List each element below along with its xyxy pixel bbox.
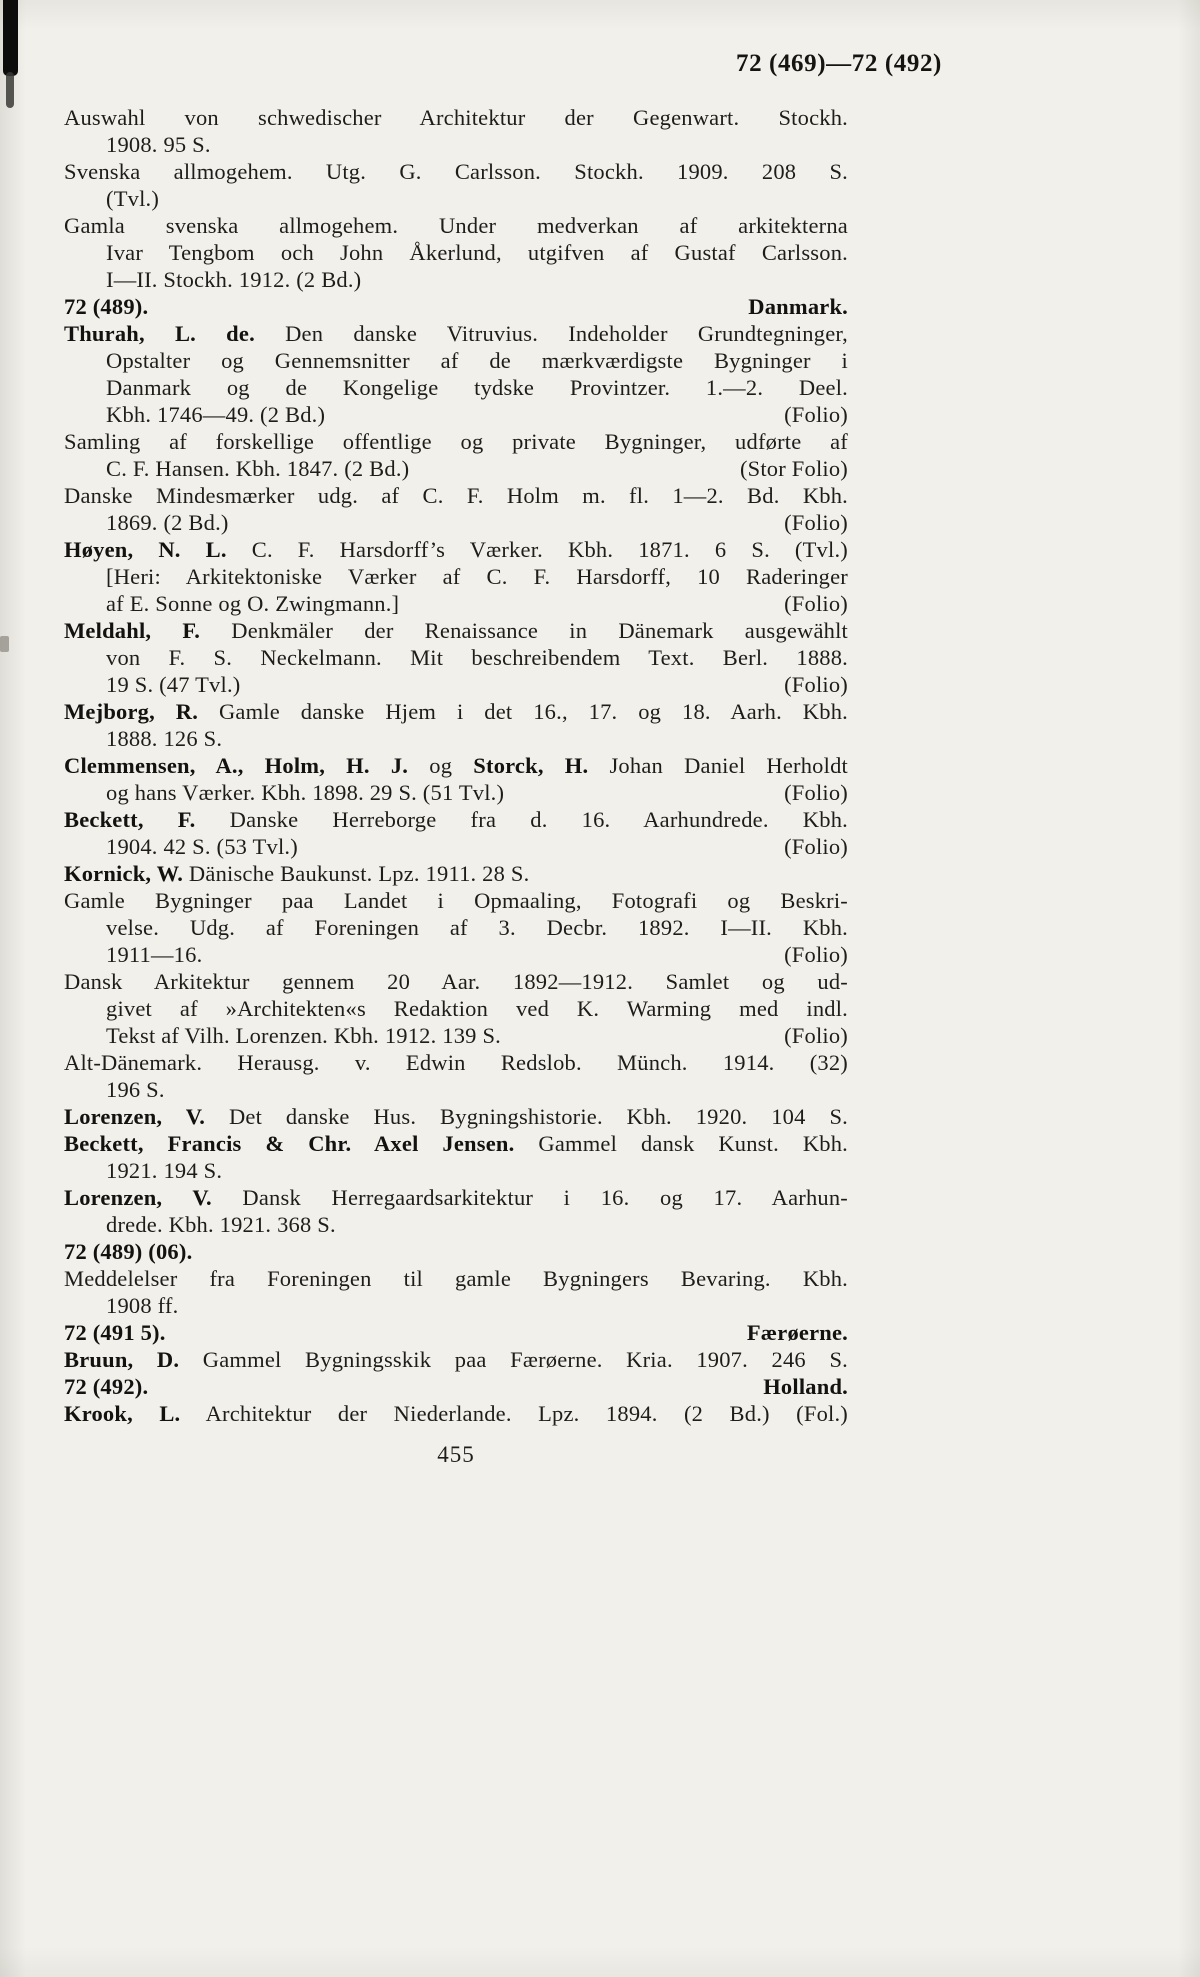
line-text	[106, 996, 848, 1021]
line-text	[64, 1373, 148, 1400]
line-text	[106, 455, 409, 482]
text-segment: 72 (489).	[64, 294, 149, 319]
text-segment: Dansk Herregaardsarkitektur i 16. og 17. Aarhun-	[211, 1185, 848, 1210]
text-line	[64, 590, 848, 617]
line-text	[64, 159, 848, 184]
line-text	[64, 1319, 166, 1346]
text-line	[64, 833, 848, 860]
text-line	[64, 1319, 848, 1346]
line-right-text: (Stor Folio)	[739, 456, 848, 481]
text-segment: Bruun, D.	[64, 1347, 180, 1372]
text-segment: 72 (491 5).	[64, 1320, 166, 1345]
line-text	[106, 590, 399, 617]
text-segment: velse. Udg. af Foreningen af 3. Decbr. 1892. I—II. Kbh.	[106, 915, 848, 940]
text-line	[64, 509, 848, 536]
text-segment: Gamla svenska allmogehem. Under medverkan af arkitekterna	[64, 213, 848, 238]
line-text	[106, 401, 325, 428]
text-line	[64, 158, 848, 185]
text-segment: Opstalter og Gennemsnitter af de mærkværdigste Bygninger i	[106, 348, 848, 373]
text-line	[64, 347, 848, 374]
text-segment: 1904. 42 S. (53 Tvl.)	[106, 834, 298, 859]
line-text	[106, 1293, 178, 1318]
text-segment: Krook, L.	[64, 1401, 181, 1426]
line-text	[106, 375, 848, 400]
line-right-text: (Folio)	[784, 402, 848, 427]
text-segment: Beckett, Francis & Chr. Axel Jensen.	[64, 1131, 515, 1156]
line-text	[106, 1022, 501, 1049]
line-text	[106, 348, 848, 373]
line-text	[64, 1104, 848, 1129]
line-text	[106, 726, 222, 751]
text-line	[64, 752, 848, 779]
line-right-text: (Folio)	[784, 834, 848, 859]
text-segment: Architektur der Niederlande. Lpz. 1894. (2 Bd.) (Fol.)	[180, 1401, 848, 1426]
text-segment: og	[408, 753, 474, 778]
text-line	[64, 293, 848, 320]
scan-artifact-smudge	[6, 72, 14, 108]
text-segment: Gammel dansk Kunst. Kbh.	[514, 1131, 848, 1156]
text-line	[64, 1346, 848, 1373]
text-segment: Danske Herreborge fra d. 16. Aarhundrede. Kbh.	[195, 807, 848, 832]
text-line	[64, 266, 848, 293]
text-line	[64, 401, 848, 428]
text-segment: Storck, H.	[473, 753, 589, 778]
line-text	[64, 537, 848, 562]
text-segment: 72 (489) (06).	[64, 1239, 193, 1264]
text-segment: Svenska allmogehem. Utg. G. Carlsson. Stockh. 1909. 208 S.	[64, 159, 848, 184]
text-segment: og hans Værker. Kbh. 1898. 29 S. (51 Tvl.)	[106, 780, 505, 805]
line-text	[106, 132, 211, 157]
text-segment: Clemmensen, A., Holm, H. J.	[64, 753, 409, 778]
line-text	[106, 1158, 222, 1183]
text-line	[64, 239, 848, 266]
line-text	[64, 293, 148, 320]
text-line	[64, 806, 848, 833]
text-segment: C. F. Harsdorff’s Værker. Kbh. 1871. 6 S. (Tvl.)	[226, 537, 848, 562]
line-right-text: (Folio)	[784, 591, 848, 616]
text-segment: 196 S.	[106, 1077, 165, 1102]
text-line	[64, 995, 848, 1022]
line-right-text: Danmark.	[748, 294, 848, 319]
text-segment: Kornick, W.	[64, 861, 184, 886]
text-line	[64, 1022, 848, 1049]
text-segment: Mejborg, R.	[64, 699, 199, 724]
line-right-text: Holland.	[763, 1374, 848, 1399]
text-segment: Lorenzen, V.	[64, 1185, 212, 1210]
line-text	[106, 267, 361, 292]
text-segment: C. F. Hansen. Kbh. 1847. (2 Bd.)	[106, 456, 410, 481]
line-text	[64, 213, 848, 238]
line-right-text: (Folio)	[784, 780, 848, 805]
line-text	[64, 321, 848, 346]
text-line	[64, 482, 848, 509]
text-line	[64, 1076, 848, 1103]
text-line	[64, 1400, 848, 1427]
text-segment: Ivar Tengbom och John Åkerlund, utgifven af Gustaf Carlsson.	[106, 240, 848, 265]
line-text	[106, 941, 202, 968]
line-text	[64, 753, 848, 778]
text-line	[64, 644, 848, 671]
text-segment: von F. S. Neckelmann. Mit beschreibendem Text. Berl. 1888.	[106, 645, 848, 670]
text-segment: Johan Daniel Herholdt	[588, 753, 848, 778]
text-segment: Dansk Arkitektur gennem 20 Aar. 1892—1912. Samlet og ud-	[64, 969, 848, 994]
text-segment: Kbh. 1746—49. (2 Bd.)	[106, 402, 326, 427]
line-right-text: (Folio)	[784, 1023, 848, 1048]
text-line	[64, 428, 848, 455]
line-text	[64, 1347, 848, 1372]
text-segment: Tekst af Vilh. Lorenzen. Kbh. 1912. 139 S.	[106, 1023, 501, 1048]
text-segment: af E. Sonne og O. Zwingmann.]	[106, 591, 400, 616]
text-line	[64, 941, 848, 968]
scan-artifact-bar	[3, 0, 18, 76]
line-text	[64, 1239, 192, 1264]
line-right-text: (Folio)	[784, 510, 848, 535]
line-text	[106, 564, 848, 589]
text-segment: Auswahl von schwedischer Architektur der Gegenwart. Stockh.	[64, 105, 848, 130]
line-text	[64, 861, 529, 886]
text-segment: I—II. Stockh. 1912. (2 Bd.)	[106, 267, 362, 292]
text-line	[64, 1157, 848, 1184]
text-segment: Danske Mindesmærker udg. af C. F. Holm m. fl. 1—2. Bd. Kbh.	[64, 483, 848, 508]
text-line	[64, 1130, 848, 1157]
text-line	[64, 1211, 848, 1238]
text-line	[64, 1292, 848, 1319]
line-text	[106, 509, 229, 536]
line-right-text: (Folio)	[784, 672, 848, 697]
text-line	[64, 887, 848, 914]
text-segment: Høyen, N. L.	[64, 537, 227, 562]
line-text	[106, 671, 240, 698]
text-line	[64, 1265, 848, 1292]
line-text	[64, 1266, 848, 1291]
text-segment: 1921. 194 S.	[106, 1158, 223, 1183]
line-text	[64, 618, 848, 643]
text-line	[64, 968, 848, 995]
text-segment: (Tvl.)	[106, 186, 160, 211]
text-line	[64, 779, 848, 806]
text-segment: 72 (492).	[64, 1374, 149, 1399]
line-text	[64, 1401, 848, 1426]
line-text	[64, 1131, 848, 1156]
text-line	[64, 104, 848, 131]
text-line	[64, 374, 848, 401]
line-text	[64, 807, 848, 832]
line-text	[64, 105, 848, 130]
text-segment: Alt-Dänemark. Herausg. v. Edwin Redslob. Münch. 1914. (32)	[64, 1050, 848, 1075]
line-text	[64, 1185, 848, 1210]
text-line	[64, 671, 848, 698]
line-text	[106, 833, 298, 860]
text-line	[64, 914, 848, 941]
text-line	[64, 617, 848, 644]
line-text	[64, 888, 848, 913]
text-segment: Thurah, L. de.	[64, 321, 255, 346]
text-segment: drede. Kbh. 1921. 368 S.	[106, 1212, 336, 1237]
text-line	[64, 1373, 848, 1400]
line-text	[64, 429, 848, 454]
text-segment: Gammel Bygningsskik paa Færøerne. Kria. 1907. 246 S.	[179, 1347, 848, 1372]
text-segment: 1908 ff.	[106, 1293, 179, 1318]
text-line	[64, 455, 848, 482]
text-line	[64, 725, 848, 752]
line-text	[64, 969, 848, 994]
bibliography-content	[64, 104, 848, 1427]
text-line	[64, 536, 848, 563]
text-segment: Samling af forskellige offentlige og private Bygninger, udførte af	[64, 429, 848, 454]
text-segment: 1908. 95 S.	[106, 132, 211, 157]
line-text	[106, 240, 848, 265]
text-line	[64, 1184, 848, 1211]
text-line	[64, 185, 848, 212]
section-range-header: 72 (469)—72 (492)	[735, 50, 942, 77]
text-segment: Meddelelser fra Foreningen til gamle Bygningers Bevaring. Kbh.	[64, 1266, 848, 1291]
text-segment: Gamle danske Hjem i det 16., 17. og 18. Aarh. Kbh.	[198, 699, 848, 724]
text-line	[64, 131, 848, 158]
line-right-text: (Folio)	[784, 942, 848, 967]
text-segment: 1869. (2 Bd.)	[106, 510, 229, 535]
line-text	[106, 186, 159, 211]
line-text	[64, 483, 848, 508]
text-line	[64, 1103, 848, 1130]
line-text	[64, 699, 848, 724]
text-segment: Dänische Baukunst. Lpz. 1911. 28 S.	[183, 861, 530, 886]
text-segment: Det danske Hus. Bygningshistorie. Kbh. 1920. 104 S.	[205, 1104, 848, 1129]
text-segment: 1911—16.	[106, 942, 203, 967]
text-segment: [Heri: Arkitektoniske Værker af C. F. Harsdorff, 10 Raderinger	[106, 564, 848, 589]
text-line	[64, 860, 848, 887]
text-segment: Gamle Bygninger paa Landet i Opmaaling, Fotografi og Beskri-	[64, 888, 848, 913]
text-segment: Den danske Vitruvius. Indeholder Grundtegninger,	[254, 321, 849, 346]
page-number: 455	[437, 1442, 475, 1467]
line-right-text: Færøerne.	[746, 1320, 848, 1345]
text-line	[64, 563, 848, 590]
text-segment: Beckett, F.	[64, 807, 196, 832]
text-segment: Meldahl, F.	[64, 618, 201, 643]
line-text	[106, 1077, 165, 1102]
text-line	[64, 1049, 848, 1076]
text-segment: givet af »Architekten«s Redaktion ved K. Warming med indl.	[106, 996, 848, 1021]
text-segment: Danmark og de Kongelige tydske Provintzer. 1.—2. Deel.	[106, 375, 848, 400]
scan-artifact-dot	[0, 636, 9, 652]
text-segment: Lorenzen, V.	[64, 1104, 206, 1129]
line-text	[106, 645, 848, 670]
line-text	[106, 915, 848, 940]
text-line	[64, 1238, 848, 1265]
line-text	[106, 779, 504, 806]
text-line	[64, 212, 848, 239]
line-text	[64, 1050, 848, 1075]
text-segment: 1888. 126 S.	[106, 726, 223, 751]
line-text	[106, 1212, 336, 1237]
text-line	[64, 320, 848, 347]
text-line	[64, 698, 848, 725]
text-segment: Denkmäler der Renaissance in Dänemark ausgewählt	[200, 618, 849, 643]
text-segment: 19 S. (47 Tvl.)	[106, 672, 241, 697]
